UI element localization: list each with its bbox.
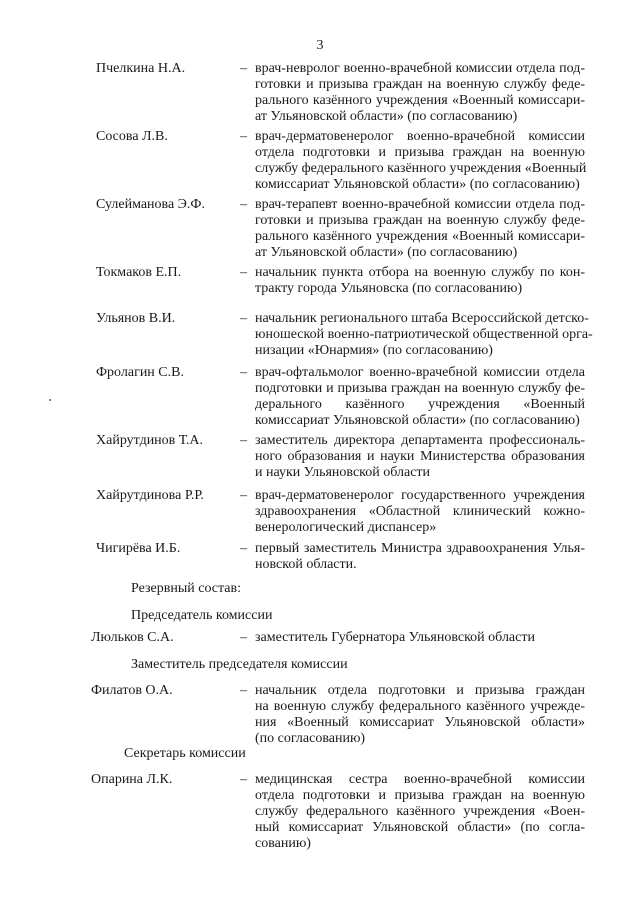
chair-heading: Председатель комиссии	[131, 608, 273, 623]
role-line: готовки и призыва граждан на военную службу феде-	[255, 213, 585, 228]
member-name: Пчелкина Н.А.	[96, 61, 186, 76]
role-line: (по согласованию)	[255, 731, 366, 746]
dash: –	[240, 129, 247, 144]
dash: –	[240, 365, 247, 380]
role-line: начальник отдела подготовки и призыва граждан	[255, 683, 585, 698]
role-line: на военную службу федерального казённого учрежде-	[255, 699, 585, 714]
member-name: Токмаков Е.П.	[96, 265, 182, 280]
scan-speck	[49, 399, 51, 401]
member-role	[255, 683, 585, 747]
deputy-heading: Заместитель председателя комиссии	[131, 657, 348, 672]
role-line: отдела подготовки и призыва граждан на военную	[255, 788, 585, 803]
role-line: первый заместитель Министра здравоохранения Улья-	[255, 541, 585, 556]
role-line: ного образования и науки Министерства образования	[255, 449, 585, 464]
role-line: ния «Военный комиссариат Ульяновской области»	[255, 715, 585, 730]
member-name: Опарина Л.К.	[91, 772, 173, 787]
role-line: тракту города Ульяновска (по согласованию)	[255, 281, 523, 296]
member-role	[255, 129, 585, 193]
role-line: сованию)	[255, 836, 311, 851]
role-line: врач-офтальмолог военно-врачебной комиссии отдела	[255, 365, 585, 380]
member-name: Филатов О.А.	[91, 683, 173, 698]
member-role	[255, 311, 593, 359]
role-line: начальник пункта отбора на военную службу по кон-	[255, 265, 585, 280]
member-role	[255, 630, 585, 646]
role-line: начальник регионального штаба Всероссийской детско-	[255, 311, 589, 326]
secretary-heading: Секретарь комиссии	[124, 746, 246, 761]
reserve-heading: Резервный состав:	[131, 581, 242, 596]
member-name: Фролагин С.В.	[96, 365, 184, 380]
member-name: Хайрутдинова Р.Р.	[96, 488, 204, 503]
role-line: службу федерального казённого учреждения «Военный	[255, 161, 587, 176]
dash: –	[240, 61, 247, 76]
page-number: 3	[316, 38, 324, 53]
member-role	[255, 772, 585, 852]
role-line: ный комиссариат Ульяновской области» (по согла-	[255, 820, 585, 835]
dash: –	[240, 772, 247, 787]
member-name: Ульянов В.И.	[96, 311, 176, 326]
dash: –	[240, 265, 247, 280]
member-name: Чигирёва И.Б.	[96, 541, 181, 556]
role-line: ат Ульяновской области» (по согласованию)	[255, 109, 518, 124]
role-line: комиссариат Ульяновской области» (по согласованию)	[255, 413, 580, 428]
role-line: врач-дерматовенеролог государственного учреждения	[255, 488, 585, 503]
member-name: Хайрутдинов Т.А.	[96, 433, 204, 448]
dash: –	[240, 488, 247, 503]
role-line: врач-невролог военно-врачебной комиссии отдела под-	[255, 61, 585, 76]
role-line: и науки Ульяновской области	[255, 465, 431, 480]
role-line: новской области.	[255, 557, 357, 572]
member-role	[255, 488, 585, 536]
role-line: рального казённого учреждения «Военный комиссари-	[255, 93, 585, 108]
dash: –	[240, 630, 247, 645]
member-name: Сулейманова Э.Ф.	[96, 197, 205, 212]
role-line: венерологический диспансер»	[255, 520, 437, 535]
role-line: рального казённого учреждения «Военный комиссари-	[255, 229, 585, 244]
member-role	[255, 433, 585, 481]
dash: –	[240, 311, 247, 326]
role-line: заместитель директора департамента профессиональ-	[255, 433, 585, 448]
role-line: заместитель Губернатора Ульяновской области	[255, 630, 535, 645]
role-line: отдела подготовки и призыва граждан на военную	[255, 145, 585, 160]
dash: –	[240, 541, 247, 556]
role-line: комиссариат Ульяновской области» (по согласованию)	[255, 177, 580, 192]
member-role	[255, 61, 585, 125]
role-line: здравоохранения «Областной клинический кожно-	[255, 504, 585, 519]
role-line: готовки и призыва граждан на военную службу феде-	[255, 77, 585, 92]
dash: –	[240, 433, 247, 448]
role-line: дерального казённого учреждения «Военный	[255, 397, 585, 412]
member-name: Сосова Л.В.	[96, 129, 168, 144]
role-line: службу федерального казённого учреждения «Воен-	[255, 804, 585, 819]
role-line: ат Ульяновской области» (по согласованию)	[255, 245, 518, 260]
dash: –	[240, 197, 247, 212]
role-line: низации «Юнармия» (по согласованию)	[255, 343, 493, 358]
member-role	[255, 197, 585, 261]
role-line: подготовки и призыва граждан на военную службу фе-	[255, 381, 585, 396]
member-name: Люльков С.А.	[91, 630, 174, 645]
dash: –	[240, 683, 247, 698]
member-role	[255, 265, 585, 297]
role-line: врач-терапевт военно-врачебной комиссии отдела под-	[255, 197, 585, 212]
member-role	[255, 365, 585, 429]
role-line: юношеской военно-патриотической общественной орга-	[255, 327, 593, 342]
role-line: медицинская сестра военно-врачебной комиссии	[255, 772, 585, 787]
role-line: врач-дерматовенеролог военно-врачебной комиссии	[255, 129, 585, 144]
member-role	[255, 541, 585, 573]
